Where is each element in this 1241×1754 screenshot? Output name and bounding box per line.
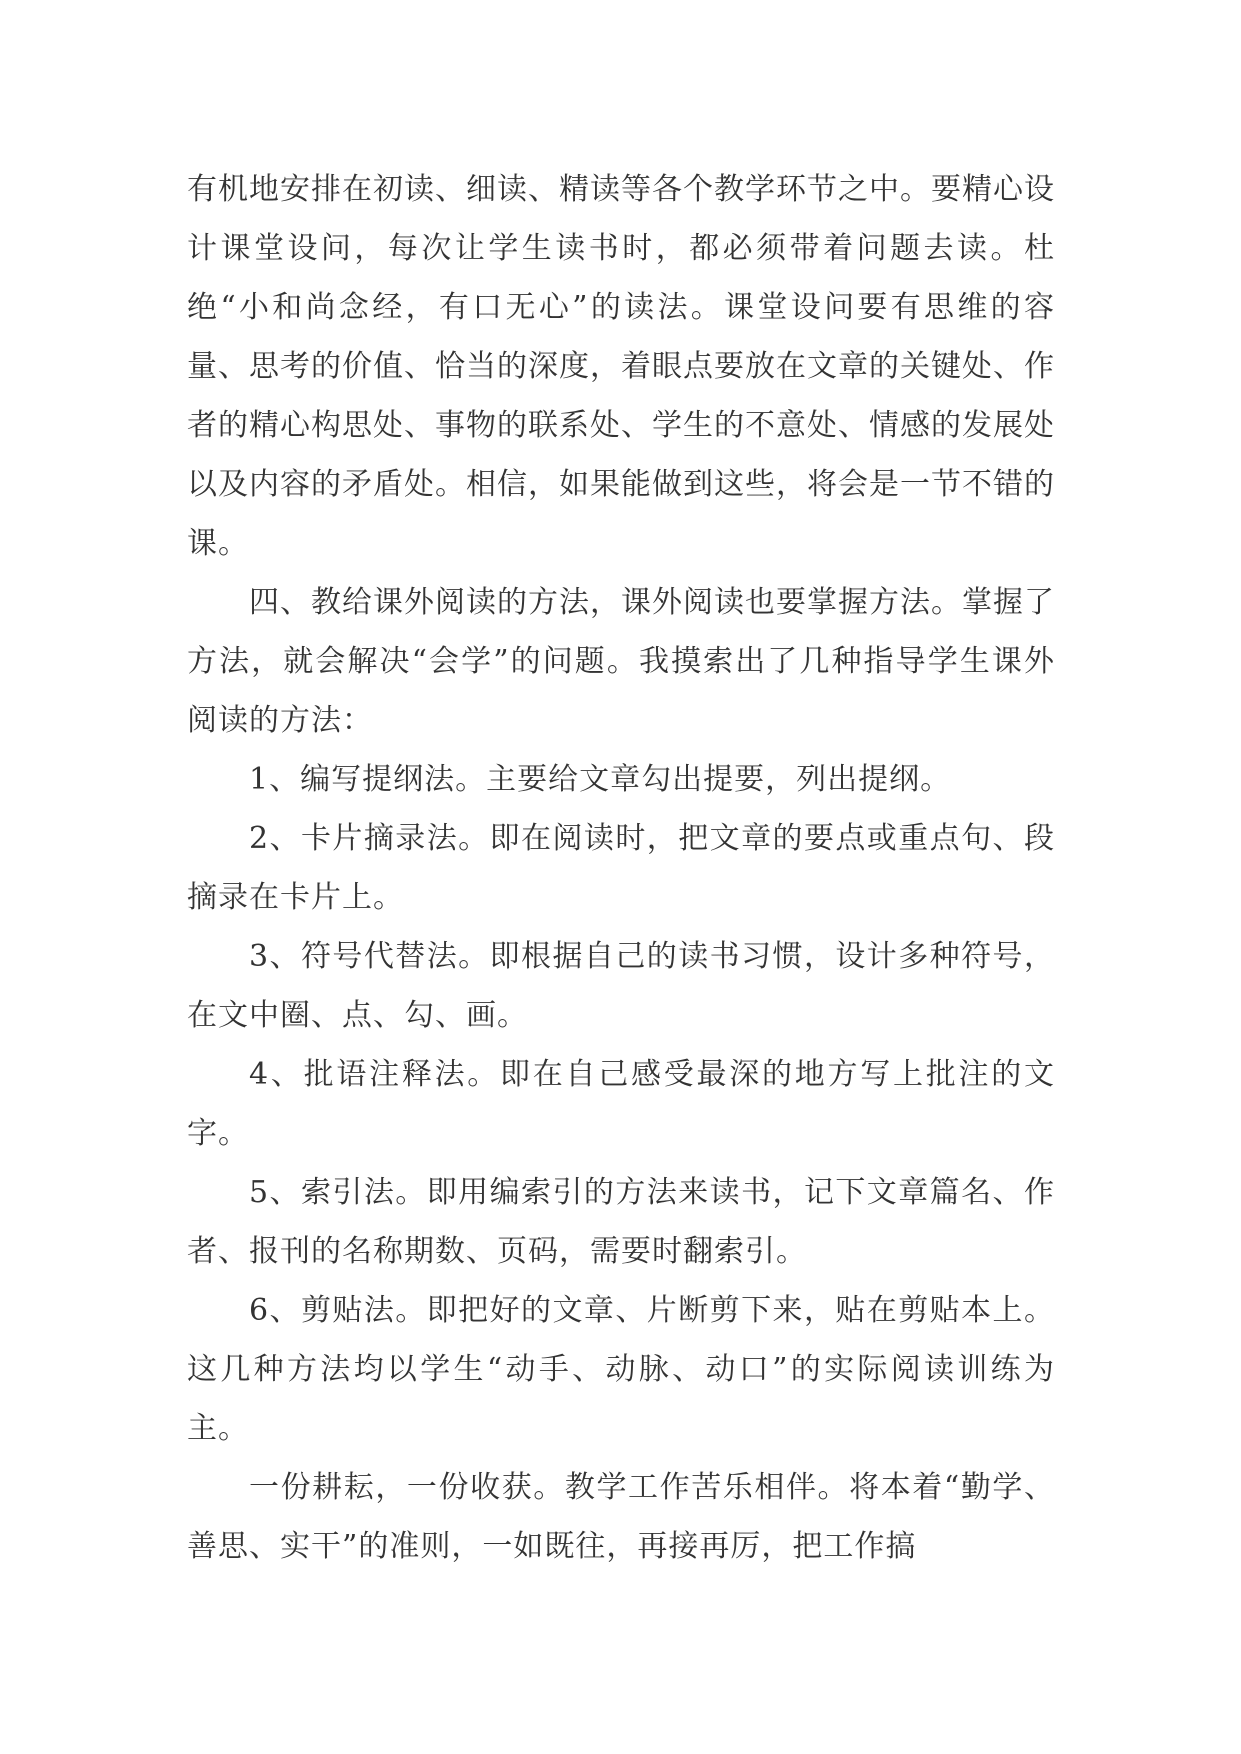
- paragraph-method-4: 4、批语注释法。即在自己感受最深的地方写上批注的文字。: [187, 1057, 1055, 1151]
- paragraph-method-2: 2、卡片摘录法。即在阅读时，把文章的要点或重点句、段摘录在卡片上。: [187, 821, 1055, 915]
- paragraph-method-3: 3、符号代替法。即根据自己的读书习惯，设计多种符号，在文中圈、点、勾、画。: [187, 939, 1055, 1033]
- paragraph-method-1: 1、编写提纲法。主要给文章勾出提要，列出提纲。: [249, 762, 952, 797]
- paragraph-continued: 有机地安排在初读、细读、精读等各个教学环节之中。要精心设计课堂设问，每次让学生读书时，都必须带着问题去读。杜绝“小和尚念经，有口无心”的读法。课堂设问要有思维的容量、思考的价值、恰当的深度，着眼点要放在文章的关键处、作者的精心构思处、事物的联系处、学生的不意处、情感的发展处以及内容的矛盾处。相信，如果能做到这些，将会是一节不错的课。: [187, 172, 1055, 561]
- paragraph-method-6: 6、剪贴法。即把好的文章、片断剪下来，贴在剪贴本上。这几种方法均以学生“动手、动脉、动口”的实际阅读训练为主。: [187, 1293, 1055, 1446]
- paragraph-method-5: 5、索引法。即用编索引的方法来读书，记下文章篇名、作者、报刊的名称期数、页码，需要时翻索引。: [187, 1175, 1055, 1269]
- document-body: [187, 160, 1055, 1576]
- paragraph-closing: 一份耕耘，一份收获。教学工作苦乐相伴。将本着“勤学、善思、实干”的准则，一如既往，再接再厉，把工作搞: [187, 1470, 1055, 1564]
- paragraph-section-four: 四、教给课外阅读的方法，课外阅读也要掌握方法。掌握了方法，就会解决“会学”的问题。我摸索出了几种指导学生课外阅读的方法：: [187, 585, 1055, 738]
